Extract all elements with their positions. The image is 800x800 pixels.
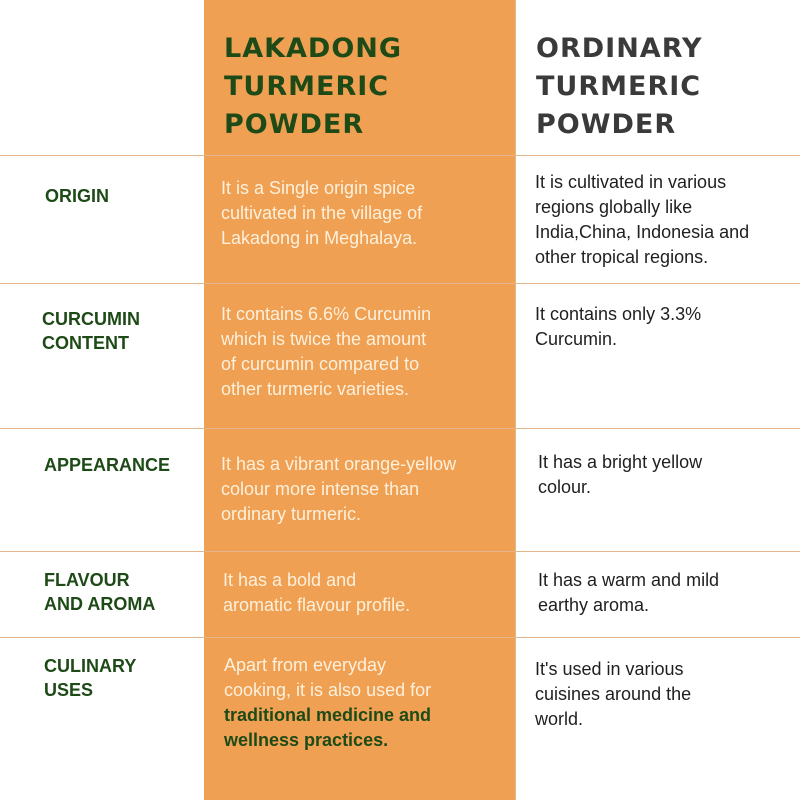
cell-line: It has a vibrant orange-yellow: [221, 454, 457, 474]
cell-line: colour more intense than: [221, 479, 420, 499]
cell-line: cultivated in the village of: [221, 203, 423, 223]
column-divider: [515, 0, 516, 800]
ordinary-header: [536, 30, 703, 144]
cell-line: It contains only 3.3%: [535, 304, 702, 324]
cell-line: Lakadong in Meghalaya.: [221, 228, 418, 248]
lakadong-flavour-cell: [223, 568, 508, 618]
row-label-curcumin-content: [42, 307, 202, 355]
row-label-line: USES: [44, 680, 94, 700]
row-label-line: FLAVOUR: [44, 570, 130, 590]
lakadong-curcumin-cell: [221, 302, 506, 402]
cell-line: It is a Single origin spice: [221, 178, 416, 198]
cell-line: other turmeric varieties.: [221, 379, 410, 399]
cell-line: India,China, Indonesia and: [535, 222, 750, 242]
row-divider: [0, 637, 800, 638]
lakadong-header-line: LAKADONG: [224, 33, 403, 64]
lakadong-origin-cell: [221, 176, 506, 251]
row-label-line: APPEARANCE: [44, 455, 171, 475]
row-label-culinary-uses: [44, 654, 204, 702]
lakadong-header: [224, 30, 402, 144]
cell-line: earthy aroma.: [538, 595, 650, 615]
ordinary-culinary-cell: [535, 657, 790, 732]
cell-line: It is cultivated in various: [535, 172, 727, 192]
row-label-origin: [45, 184, 205, 208]
cell-highlight-line: wellness practices.: [224, 730, 389, 750]
row-label-line: AND AROMA: [44, 594, 156, 614]
ordinary-origin-cell: [535, 170, 790, 270]
row-label-flavour-aroma: [44, 568, 204, 616]
row-label-line: CULINARY: [44, 656, 137, 676]
cell-line: cuisines around the: [535, 684, 692, 704]
lakadong-header-line: TURMERIC: [224, 71, 390, 102]
ordinary-appearance-cell: [538, 450, 793, 500]
row-divider: [0, 551, 800, 552]
ordinary-header-line: POWDER: [536, 109, 677, 140]
cell-line: of curcumin compared to: [221, 354, 420, 374]
lakadong-appearance-cell: [221, 452, 506, 527]
row-label-appearance: [44, 453, 204, 477]
cell-line: regions globally like: [535, 197, 693, 217]
lakadong-header-line: POWDER: [224, 109, 365, 140]
ordinary-header-line: ORDINARY: [536, 33, 703, 64]
ordinary-curcumin-cell: [535, 302, 790, 352]
cell-line: other tropical regions.: [535, 247, 709, 267]
ordinary-header-line: TURMERIC: [536, 71, 702, 102]
cell-line: It contains 6.6% Curcumin: [221, 304, 432, 324]
cell-line: cooking, it is also used for: [224, 680, 432, 700]
lakadong-culinary-cell: [224, 653, 509, 753]
cell-line: aromatic flavour profile.: [223, 595, 411, 615]
cell-line: It has a bright yellow: [538, 452, 703, 472]
cell-line: Apart from everyday: [224, 655, 387, 675]
cell-line: It has a warm and mild: [538, 570, 720, 590]
cell-line: It has a bold and: [223, 570, 357, 590]
cell-line: colour.: [538, 477, 592, 497]
row-divider: [0, 155, 800, 156]
cell-line: which is twice the amount: [221, 329, 427, 349]
cell-line: world.: [535, 709, 584, 729]
row-divider: [0, 428, 800, 429]
row-divider: [0, 283, 800, 284]
cell-line: ordinary turmeric.: [221, 504, 362, 524]
cell-line: It's used in various: [535, 659, 684, 679]
cell-line: Curcumin.: [535, 329, 618, 349]
ordinary-flavour-cell: [538, 568, 793, 618]
row-label-line: CONTENT: [42, 333, 129, 353]
row-label-line: ORIGIN: [45, 186, 110, 206]
cell-highlight-line: traditional medicine and: [224, 705, 432, 725]
row-label-line: CURCUMIN: [42, 309, 140, 329]
